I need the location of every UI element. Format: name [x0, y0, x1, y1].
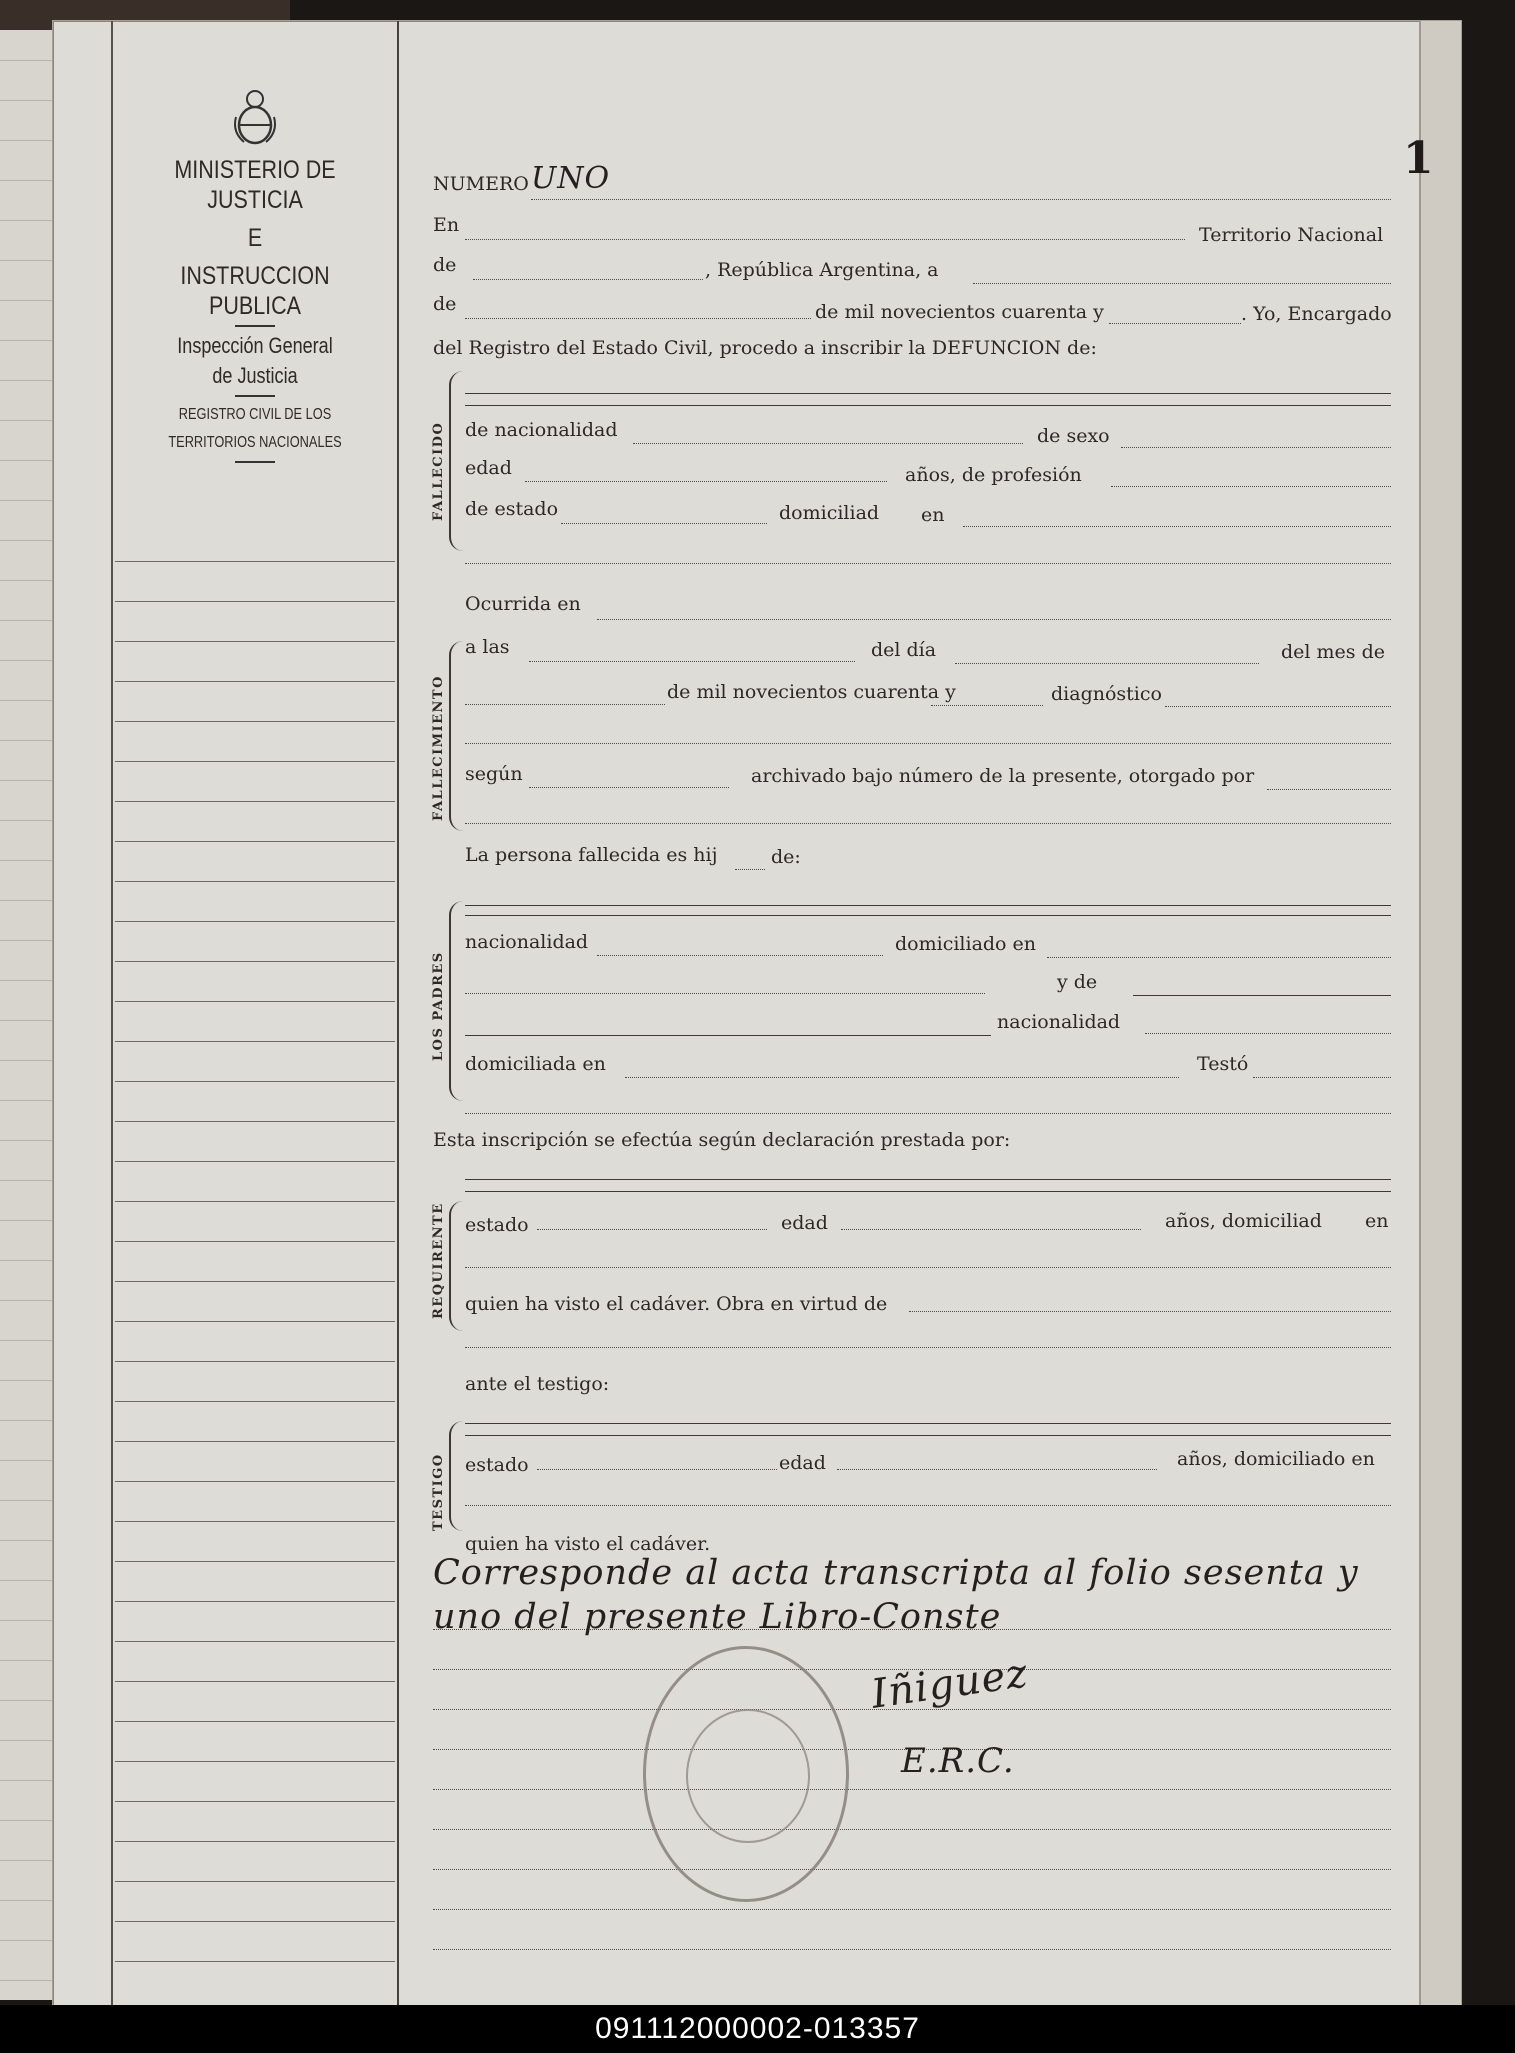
testigo-edad-label: edad	[779, 1452, 826, 1474]
official-stamp	[643, 1646, 849, 1902]
back-page-line	[0, 1420, 56, 1421]
padres-brace	[449, 901, 465, 1101]
edad-fill	[525, 481, 887, 482]
year-fill-2	[931, 705, 1043, 706]
margin-line	[115, 921, 395, 922]
ocurrida-fill	[597, 619, 1391, 620]
document-id-footer: 091112000002-013357	[0, 2005, 1515, 2053]
fallecimiento-brace	[449, 641, 465, 831]
margin-line	[115, 1921, 395, 1922]
back-page-line	[0, 580, 56, 581]
back-page-line	[0, 860, 56, 861]
del-dia-label: del día	[871, 639, 937, 661]
madre-nacionalidad-fill	[1145, 1033, 1391, 1034]
numero-label: NUMERO	[433, 173, 529, 195]
back-page-line	[0, 140, 56, 141]
nacionalidad-label: de nacionalidad	[465, 419, 618, 441]
de-label: de	[433, 254, 457, 276]
padre-nacionalidad-label: nacionalidad	[465, 931, 589, 953]
en-fill	[465, 239, 1185, 240]
testigo-side-label: TESTIGO	[431, 1453, 446, 1531]
mil-label-2: de mil novecientos cuarenta y	[667, 681, 956, 703]
back-page-line	[0, 1100, 56, 1101]
requirente-en-label: en	[1365, 1210, 1389, 1232]
back-page-line	[0, 1220, 56, 1221]
testigo-estado-label: estado	[465, 1454, 529, 1476]
segun-label: según	[465, 763, 523, 785]
margin-line	[115, 1841, 395, 1842]
padres-side-label: LOS PADRES	[431, 951, 446, 1061]
margin-line	[115, 1801, 395, 1802]
back-page-line	[0, 1180, 56, 1181]
back-page-line	[0, 220, 56, 221]
back-page-line	[0, 1140, 56, 1141]
margin-line	[115, 1121, 395, 1122]
nacionalidad-fill	[633, 443, 1023, 444]
requirente-domiciliad-label: años, domiciliad	[1165, 1210, 1322, 1232]
margin-line	[115, 1241, 395, 1242]
back-page-line	[0, 260, 56, 261]
back-page-line	[0, 1060, 56, 1061]
back-page-line	[0, 620, 56, 621]
back-page-line	[0, 1740, 56, 1741]
back-page-line	[0, 180, 56, 181]
numero-value: UNO	[531, 161, 611, 196]
margin-line	[115, 641, 395, 642]
note-line	[433, 1829, 1391, 1830]
estado-fill	[561, 523, 767, 524]
margin-line	[115, 1681, 395, 1682]
margin-line	[115, 1881, 395, 1882]
back-page-line	[0, 940, 56, 941]
testigo-domiciliado-label: años, domiciliado en	[1177, 1448, 1375, 1470]
hij-fill	[735, 869, 765, 870]
fallecido-extra-fill	[465, 563, 1391, 564]
back-page-line	[0, 420, 56, 421]
ante-testigo-label: ante el testigo:	[465, 1373, 610, 1395]
testigo-quien-label: quien ha visto el cadáver.	[465, 1533, 711, 1555]
divider	[235, 325, 275, 327]
ministry-line-3: INSTRUCCION PUBLICA	[180, 262, 330, 320]
de-colon-label: de:	[771, 846, 801, 868]
margin-line	[115, 1721, 395, 1722]
fallecimiento-side-label: FALLECIMIENTO	[431, 675, 446, 821]
ministry-header	[113, 61, 397, 467]
testigo-edad-fill	[837, 1469, 1157, 1470]
requirente-side-label: REQUIRENTE	[431, 1202, 446, 1319]
back-page-line	[0, 660, 56, 661]
ocurrida-label: Ocurrida en	[465, 593, 581, 615]
back-page-line	[0, 340, 56, 341]
territorio-label: Territorio Nacional	[1199, 224, 1384, 246]
argentine-coat-of-arms-icon	[232, 87, 278, 147]
margin-line	[115, 1521, 395, 1522]
margin-line	[115, 841, 395, 842]
archivado-label: archivado bajo número de la presente, otorgado por	[751, 765, 1255, 787]
back-page-line	[0, 1940, 56, 1941]
back-page-line	[0, 100, 56, 101]
a-las-label: a las	[465, 636, 510, 658]
declaracion-label: Esta inscripción se efectúa según declaración prestada por:	[433, 1129, 1011, 1151]
margin-line	[115, 681, 395, 682]
year-fill	[1109, 323, 1241, 324]
en-label-2: en	[921, 504, 945, 526]
mes-fill	[465, 704, 665, 705]
requirente-quien-label: quien ha visto el cadáver. Obra en virtud de	[465, 1293, 888, 1315]
back-page-line	[0, 460, 56, 461]
back-page-line	[0, 1380, 56, 1381]
testigo-estado-fill	[537, 1469, 777, 1470]
back-page-line	[0, 1980, 56, 1981]
back-page-line	[0, 1860, 56, 1861]
margin-line	[115, 1281, 395, 1282]
requirente-domicilio-fill	[465, 1267, 1391, 1268]
republica-label: , República Argentina, a	[705, 259, 939, 281]
note-line	[433, 1869, 1391, 1870]
hora-fill	[529, 661, 855, 662]
margin-line	[115, 801, 395, 802]
padre-domicilio-fill	[1047, 957, 1391, 958]
sexo-label: de sexo	[1037, 425, 1110, 447]
inspection-line-1: Inspección General	[177, 333, 333, 358]
fallecido-side-label: FALLECIDO	[431, 421, 446, 521]
requirente-brace	[449, 1201, 465, 1331]
diagnostico-fill-2	[465, 743, 1391, 744]
registry-line-2: TERRITORIOS NACIONALES	[168, 434, 342, 451]
margin-rule-right	[397, 21, 399, 2006]
page-number: 1	[1403, 133, 1434, 184]
margin-line	[115, 1041, 395, 1042]
back-page-line	[0, 500, 56, 501]
domiciliad-label: domiciliad	[779, 502, 880, 524]
death-record-form	[401, 21, 1401, 2006]
back-page-line	[0, 300, 56, 301]
ministry-line-2: E	[247, 224, 263, 252]
handwritten-note-line-1: Corresponde al acta transcripta al folio sesenta y	[433, 1553, 1359, 1593]
margin-line	[115, 1641, 395, 1642]
registro-line: del Registro del Estado Civil, procedo a inscribir la DEFUNCION de:	[433, 337, 1097, 359]
margin-line	[115, 1001, 395, 1002]
margin-line	[115, 1201, 395, 1202]
madre-domicilio-fill	[625, 1077, 1179, 1078]
requirente-virtud-fill	[909, 1311, 1391, 1312]
back-page-line	[0, 1780, 56, 1781]
stamp-inner-ring	[686, 1709, 810, 1843]
requirente-edad-label: edad	[781, 1212, 828, 1234]
back-page-line	[0, 540, 56, 541]
testigo-name-line	[465, 1423, 1391, 1424]
note-line	[433, 1949, 1391, 1950]
otorgado-fill	[1267, 789, 1391, 790]
padre-domicilio-fill-2	[465, 993, 985, 994]
fallecido-name-line-2	[465, 405, 1391, 406]
y-de-label: y de	[1057, 971, 1098, 993]
back-page-line	[0, 1820, 56, 1821]
margin-line	[115, 881, 395, 882]
domicilio-fill	[963, 526, 1391, 527]
domiciliada-label: domiciliada en	[465, 1053, 606, 1075]
signature: Iñiguez	[868, 1650, 1031, 1718]
de2-label: de	[433, 293, 457, 315]
inspection-line-2: de Justicia	[212, 363, 298, 388]
back-page-line	[0, 1620, 56, 1621]
back-page-line	[0, 1540, 56, 1541]
handwritten-note-line-2: uno del presente Libro-Conste	[433, 1597, 1002, 1637]
margin-line	[115, 1961, 395, 1962]
margin-line	[115, 1761, 395, 1762]
diagnostico-fill	[1165, 706, 1391, 707]
back-page-line	[0, 60, 56, 61]
persona-fallecida-label: La persona fallecida es hij	[465, 844, 718, 866]
margin-line	[115, 1561, 395, 1562]
segun-fill	[529, 787, 729, 788]
margin-line	[115, 961, 395, 962]
back-page-line	[0, 980, 56, 981]
requirente-estado-label: estado	[465, 1214, 529, 1236]
margin-line	[115, 721, 395, 722]
madre-name-line-2	[465, 1035, 991, 1036]
note-line	[433, 1909, 1391, 1910]
testo-fill	[1253, 1077, 1391, 1078]
en-label: En	[433, 214, 460, 236]
back-page-line	[0, 1460, 56, 1461]
margin-line	[115, 1361, 395, 1362]
yo-label: . Yo, Encargado	[1241, 303, 1392, 325]
back-page-line	[0, 1500, 56, 1501]
margin-line	[115, 1401, 395, 1402]
fallecido-name-line	[465, 393, 1391, 394]
domiciliado-label: domiciliado en	[895, 933, 1037, 955]
back-page-line	[0, 700, 56, 701]
requirente-name-line	[465, 1179, 1391, 1180]
back-page-line	[0, 780, 56, 781]
testigo-brace	[449, 1421, 465, 1531]
back-page-line	[0, 1700, 56, 1701]
requirente-name-line-2	[465, 1191, 1391, 1192]
back-page-line	[0, 1260, 56, 1261]
back-page-line	[0, 1300, 56, 1301]
requirente-edad-fill	[841, 1229, 1141, 1230]
numero-fill	[531, 199, 1391, 200]
margin-line	[115, 1081, 395, 1082]
back-page-line	[0, 1020, 56, 1021]
testigo-domicilio-fill	[465, 1505, 1391, 1506]
divider	[235, 461, 275, 463]
requirente-extra-fill	[465, 1347, 1391, 1348]
requirente-estado-fill	[537, 1229, 767, 1230]
note-line	[433, 1789, 1391, 1790]
margin-line	[115, 1321, 395, 1322]
margin-line	[115, 561, 395, 562]
otorgado-fill-2	[465, 823, 1391, 824]
padre-name-line	[465, 905, 1391, 906]
margin-line	[115, 1481, 395, 1482]
padre-name-line-2	[465, 915, 1391, 916]
back-page-line	[0, 1900, 56, 1901]
register-page	[52, 20, 1462, 2007]
de-fill	[473, 279, 703, 280]
padres-extra-fill	[465, 1113, 1391, 1114]
margin-line	[115, 1601, 395, 1602]
del-mes-label: del mes de	[1281, 641, 1385, 663]
edad-label: edad	[465, 457, 512, 479]
divider	[235, 395, 275, 397]
margin-line	[115, 601, 395, 602]
back-page-line	[0, 740, 56, 741]
margin-line	[115, 1161, 395, 1162]
fallecido-brace	[449, 371, 465, 551]
page-edge	[1419, 21, 1461, 2006]
sexo-fill	[1121, 447, 1391, 448]
madre-nacionalidad-label: nacionalidad	[997, 1011, 1121, 1033]
margin-line	[115, 1441, 395, 1442]
back-page-line	[0, 1340, 56, 1341]
back-page-line	[0, 1660, 56, 1661]
back-page-line	[0, 900, 56, 901]
padre-nacionalidad-fill	[597, 955, 883, 956]
margin-line	[115, 761, 395, 762]
date-fill	[973, 283, 1391, 284]
month-fill	[465, 318, 811, 319]
registry-line-1: REGISTRO CIVIL DE LOS	[178, 406, 332, 423]
initials: E.R.C.	[901, 1741, 1015, 1781]
testo-label: Testó	[1197, 1053, 1249, 1075]
estado-label: de estado	[465, 498, 559, 520]
back-page-line	[0, 1580, 56, 1581]
back-page-line	[0, 820, 56, 821]
testigo-name-line-2	[465, 1435, 1391, 1436]
diagnostico-label: diagnóstico	[1051, 683, 1162, 705]
profesion-label: años, de profesión	[905, 464, 1082, 486]
profesion-fill	[1111, 486, 1391, 487]
madre-name-line	[1133, 995, 1391, 996]
dia-fill	[955, 663, 1259, 664]
ministry-line-1: MINISTERIO DE JUSTICIA	[174, 156, 336, 214]
back-page-line	[0, 380, 56, 381]
mil-label: de mil novecientos cuarenta y	[815, 301, 1104, 323]
